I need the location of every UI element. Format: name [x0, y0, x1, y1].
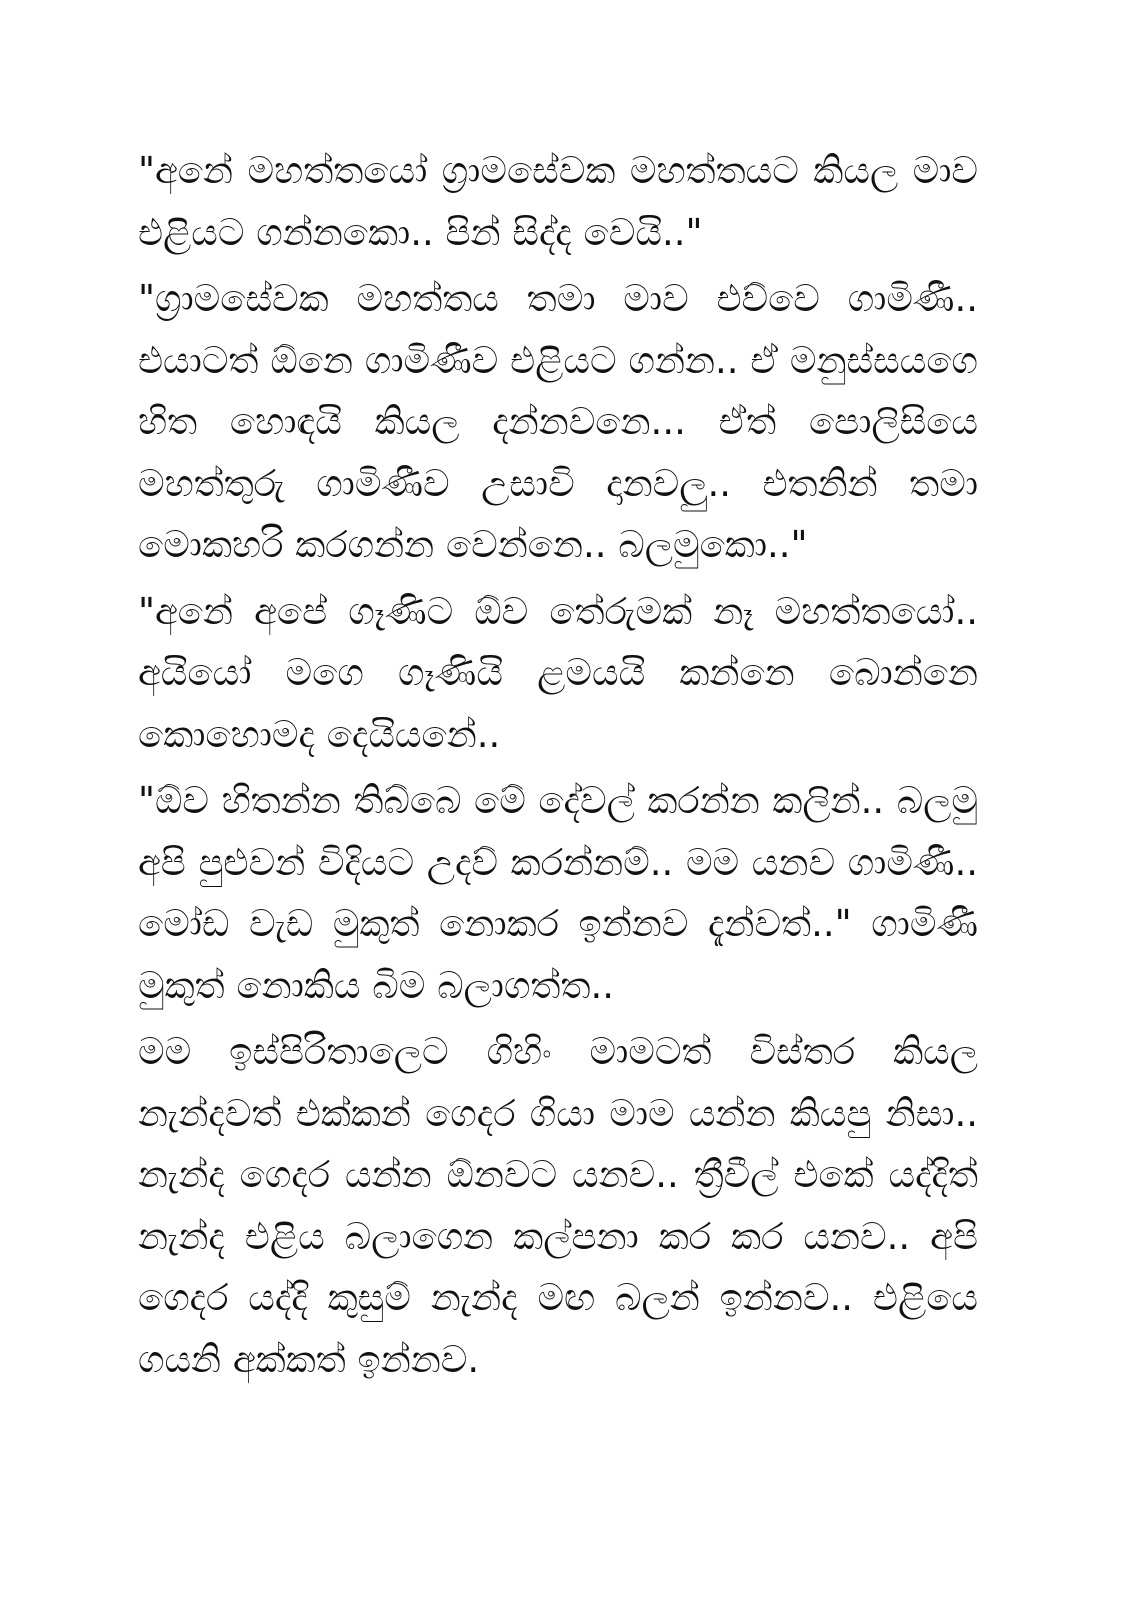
body-text: [138, 140, 978, 1395]
paragraph: "ග්‍රාමසේවක මහත්තය තමා මාව එව්වෙ ගාමිණී.. එයාටත් ඕනෙ ගාමිණීව එළියට ගන්න.. ඒ මනුස්සයගෙ හිත හොඳයි කියල දන්නවනෙ... ඒත් පොලිසියෙ මහත්තුරු ගාමිණීව උසාවි දානවලු.. එතනින් තමා මොකහරි කරගන්න වෙන්නෙ.. බලමුකො..": [138, 277, 978, 566]
paragraph: මම ඉස්පිරිතාලෙට ගිහිං මාමටත් විස්තර කියල නැන්දවත් එක්කන් ගෙදර ගියා මාම යන්න කියපු නිසා.. නැන්ද ගෙදර යන්න ඕනවට යනව.. ත්‍රීවීල් එකේ යද්දිත් නැන්ද එළිය බලාගෙන කල්පනා කර කර යනව.. අපි ගෙදර යද්දි කුසුම් නැන්ද මඟ බලන් ඉන්නව.. එළියෙ ගයනි අක්කත් ඉන්නව.: [138, 1030, 978, 1381]
paragraph: "අනේ මහත්තයෝ ග්‍රාමසේවක මහත්තයට කියල මාව එළියට ගන්නකො.. පින් සිද්ද වෙයි..": [138, 149, 978, 254]
paragraph: "අනේ අපේ ගෑණිට ඕව තේරුමක් නෑ මහත්තයෝ.. අයියෝ මගෙ ගෑණියි ළමයයි කන්නෙ බොන්නෙ කොහොමද දෙයියනේ..: [138, 589, 978, 756]
paragraph: "ඕව හිතන්න තිබ්බෙ මේ දේවල් කරන්න කලින්.. බලමු අපි පුළුවන් විදියට උදව් කරන්නම්.. මම යනව ගාමිණී.. මෝඩ වැඩ මුකුත් නොකර ඉන්නව දැන්වත්.." ගාමිණී මුකුත් නොකිය බිම බලාගත්ත..: [138, 779, 978, 1007]
